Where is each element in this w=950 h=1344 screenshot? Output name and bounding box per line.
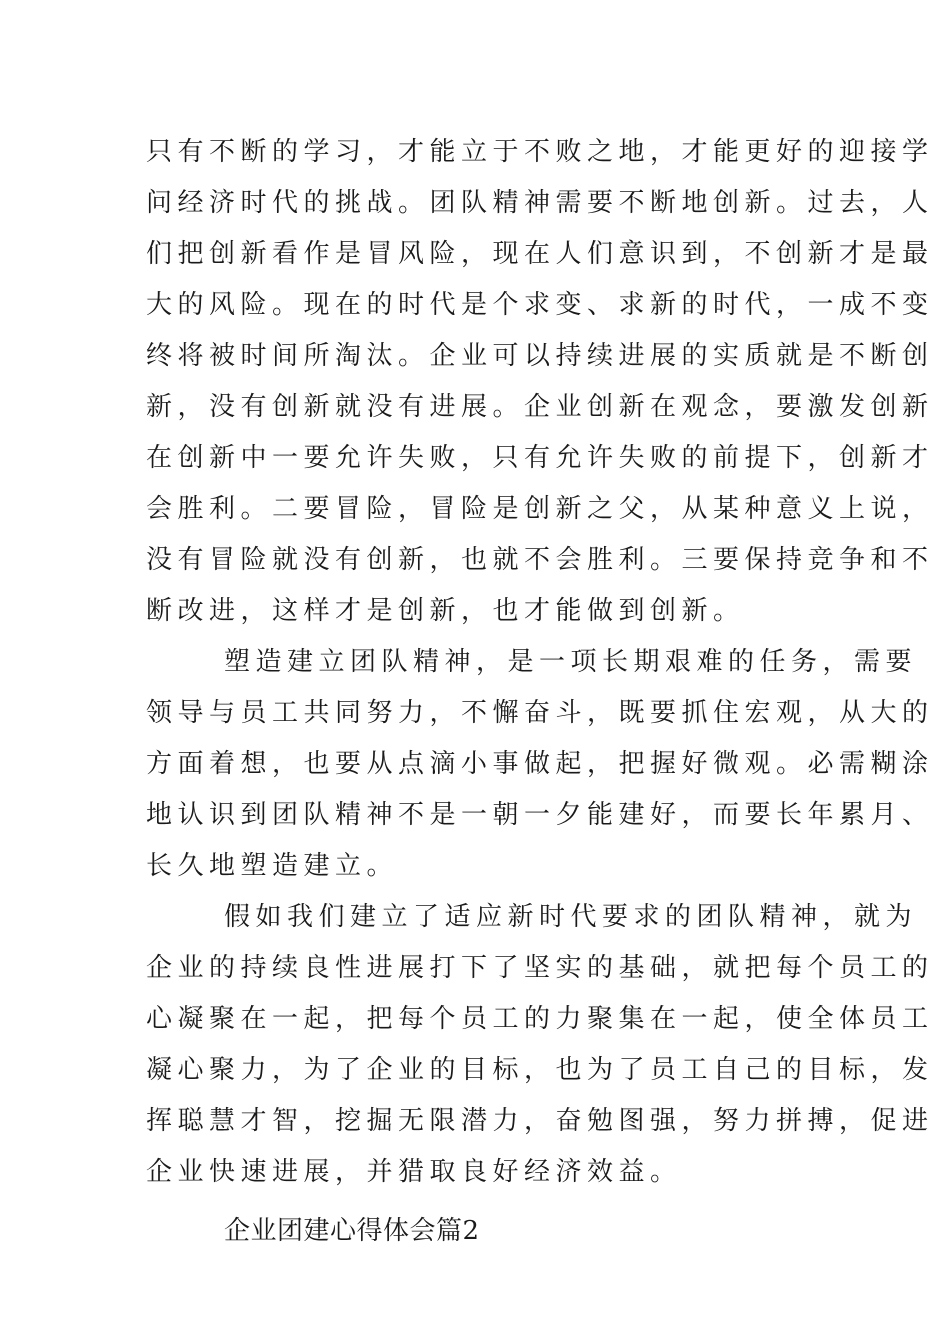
text-line: 们把创新看作是冒风险，现在人们意识到，不创新才是最	[146, 239, 934, 269]
paragraph	[146, 637, 934, 892]
text-line: 长久地塑造建立。	[146, 851, 399, 881]
section-heading: 企业团建心得体会篇2	[224, 1216, 480, 1246]
paragraph	[146, 127, 934, 637]
document-body	[146, 127, 934, 1257]
text-line: 没有冒险就没有创新，也就不会胜利。三要保持竞争和不	[146, 545, 934, 575]
text-line: 新，没有创新就没有进展。企业创新在观念，要激发创新	[146, 392, 934, 422]
text-line: 在创新中一要允许失败，只有允许失败的前提下，创新才	[146, 443, 934, 473]
text-line: 挥聪慧才智，挖掘无限潜力，奋勉图强，努力拼搏，促进	[146, 1106, 934, 1136]
text-line: 心凝聚在一起，把每个员工的力聚集在一起，使全体员工	[146, 1004, 934, 1034]
text-line: 方面着想，也要从点滴小事做起，把握好微观。必需糊涂	[146, 749, 934, 779]
text-line: 企业快速进展，并猎取良好经济效益。	[146, 1157, 682, 1187]
text-line: 地认识到团队精神不是一朝一夕能建好，而要长年累月、	[146, 800, 934, 830]
text-line: 会胜利。二要冒险，冒险是创新之父，从某种意义上说，	[146, 494, 934, 524]
text-line: 只有不断的学习，才能立于不败之地，才能更好的迎接学	[146, 137, 934, 167]
text-line: 凝心聚力，为了企业的目标，也为了员工自己的目标，发	[146, 1055, 934, 1085]
text-line: 断改进，这样才是创新，也才能做到创新。	[146, 596, 745, 626]
text-line: 大的风险。现在的时代是个求变、求新的时代，一成不变	[146, 290, 934, 320]
text-line: 塑造建立团队精神，是一项长期艰难的任务，需要	[224, 647, 918, 677]
text-line: 终将被时间所淘汰。企业可以持续进展的实质就是不断创	[146, 341, 934, 371]
text-line: 问经济时代的挑战。团队精神需要不断地创新。过去，人	[146, 188, 934, 218]
text-line: 企业的持续良性进展打下了坚实的基础，就把每个员工的	[146, 953, 934, 983]
paragraph	[146, 892, 934, 1198]
text-line: 领导与员工共同努力，不懈奋斗，既要抓住宏观，从大的	[146, 698, 934, 728]
text-line: 假如我们建立了适应新时代要求的团队精神，就为	[224, 902, 918, 932]
